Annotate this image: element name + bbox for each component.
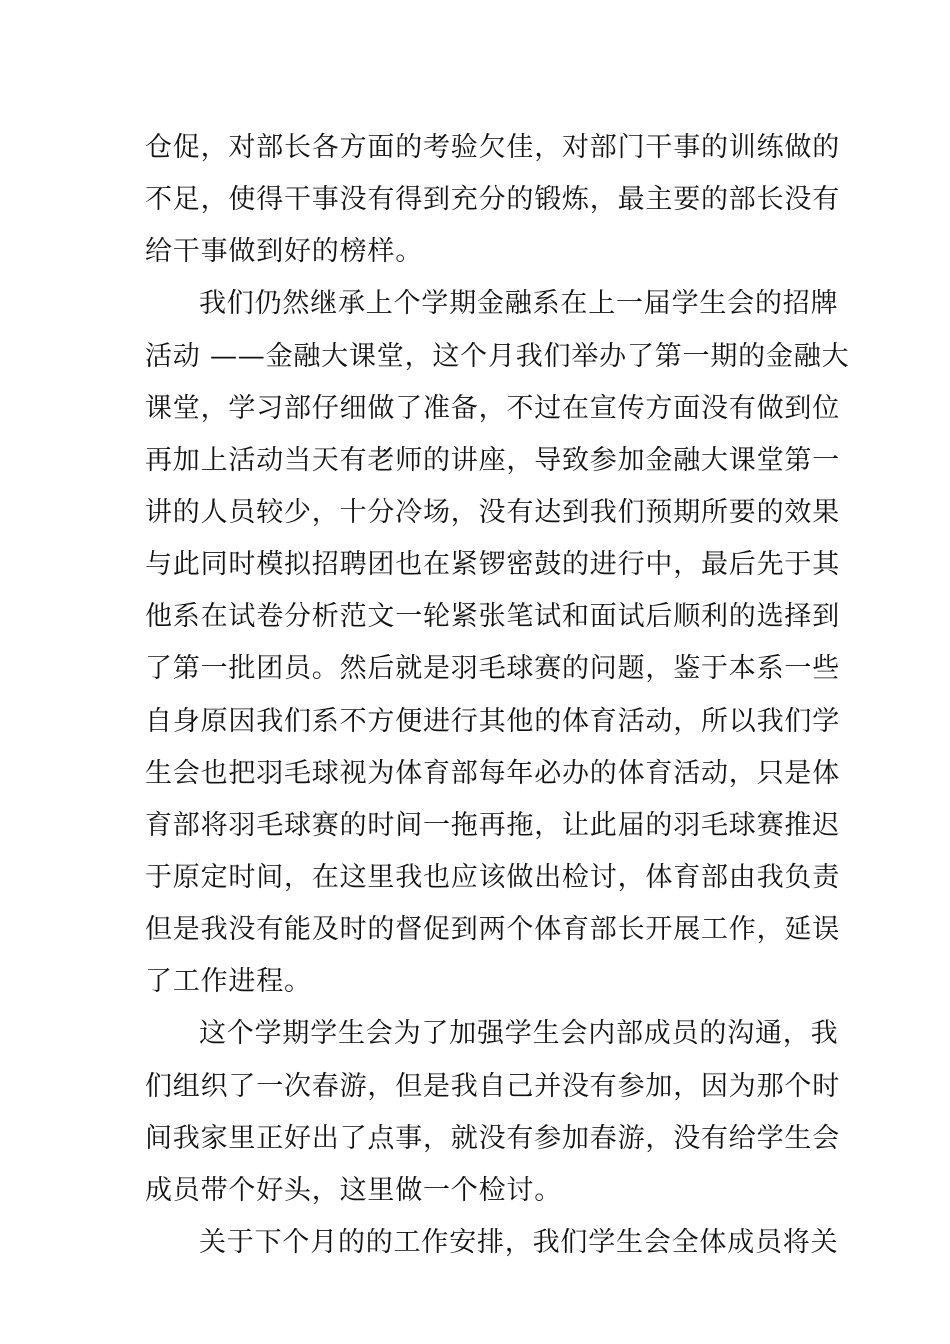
text-line: 不足，使得干事没有得到充分的锻炼，最主要的部长没有: [145, 184, 840, 216]
text-line: 生会也把羽毛球视为体育部每年必办的体育活动，只是体: [145, 757, 840, 789]
text-line: 再加上活动当天有老师的讲座，导致参加金融大课堂第一: [145, 444, 840, 476]
body-text: [145, 122, 850, 1269]
text-line: 了工作进程。: [145, 966, 312, 998]
text-line: 给干事做到好的榜样。: [145, 236, 423, 268]
text-line: 与此同时模拟招聘团也在紧锣密鼓的进行中，最后先于其: [145, 549, 840, 581]
text-line: 他系在试卷分析范文一轮紧张笔试和面试后顺利的选择到: [145, 601, 840, 633]
paragraph-start-line: 这个学期学生会为了加强学生会内部成员的沟通，我: [199, 1018, 839, 1050]
text-line: 育部将羽毛球赛的时间一拖再拖，让此届的羽毛球赛推迟: [145, 809, 840, 841]
text-line: 但是我没有能及时的督促到两个体育部长开展工作，延误: [145, 914, 840, 946]
paragraph-start-line: 我们仍然继承上个学期金融系在上一届学生会的招牌: [199, 288, 839, 320]
text-line: 仓促，对部长各方面的考验欠佳，对部门干事的训练做的: [145, 132, 840, 163]
paragraph-start-line: 关于下个月的的工作安排，我们学生会全体成员将关: [199, 1226, 839, 1258]
text-line: 课堂，学习部仔细做了准备，不过在宣传方面没有做到位: [145, 392, 840, 424]
text-line: 于原定时间，在这里我也应该做出检讨，体育部由我负责: [145, 861, 840, 893]
text-line: 自身原因我们系不方便进行其他的体育活动，所以我们学: [145, 705, 840, 737]
text-line: 讲的人员较少，十分冷场，没有达到我们预期所要的效果: [145, 496, 840, 528]
text-line: 间我家里正好出了点事，就没有参加春游，没有给学生会: [145, 1122, 840, 1154]
text-line: 成员带个好头，这里做一个检讨。: [145, 1174, 562, 1206]
text-line: 们组织了一次春游，但是我自己并没有参加，因为那个时: [145, 1070, 840, 1102]
text-line: 活动 ——金融大课堂，这个月我们举办了第一期的金融大: [145, 340, 850, 372]
text-line: 了第一批团员。然后就是羽毛球赛的问题，鉴于本系一些: [145, 653, 840, 685]
